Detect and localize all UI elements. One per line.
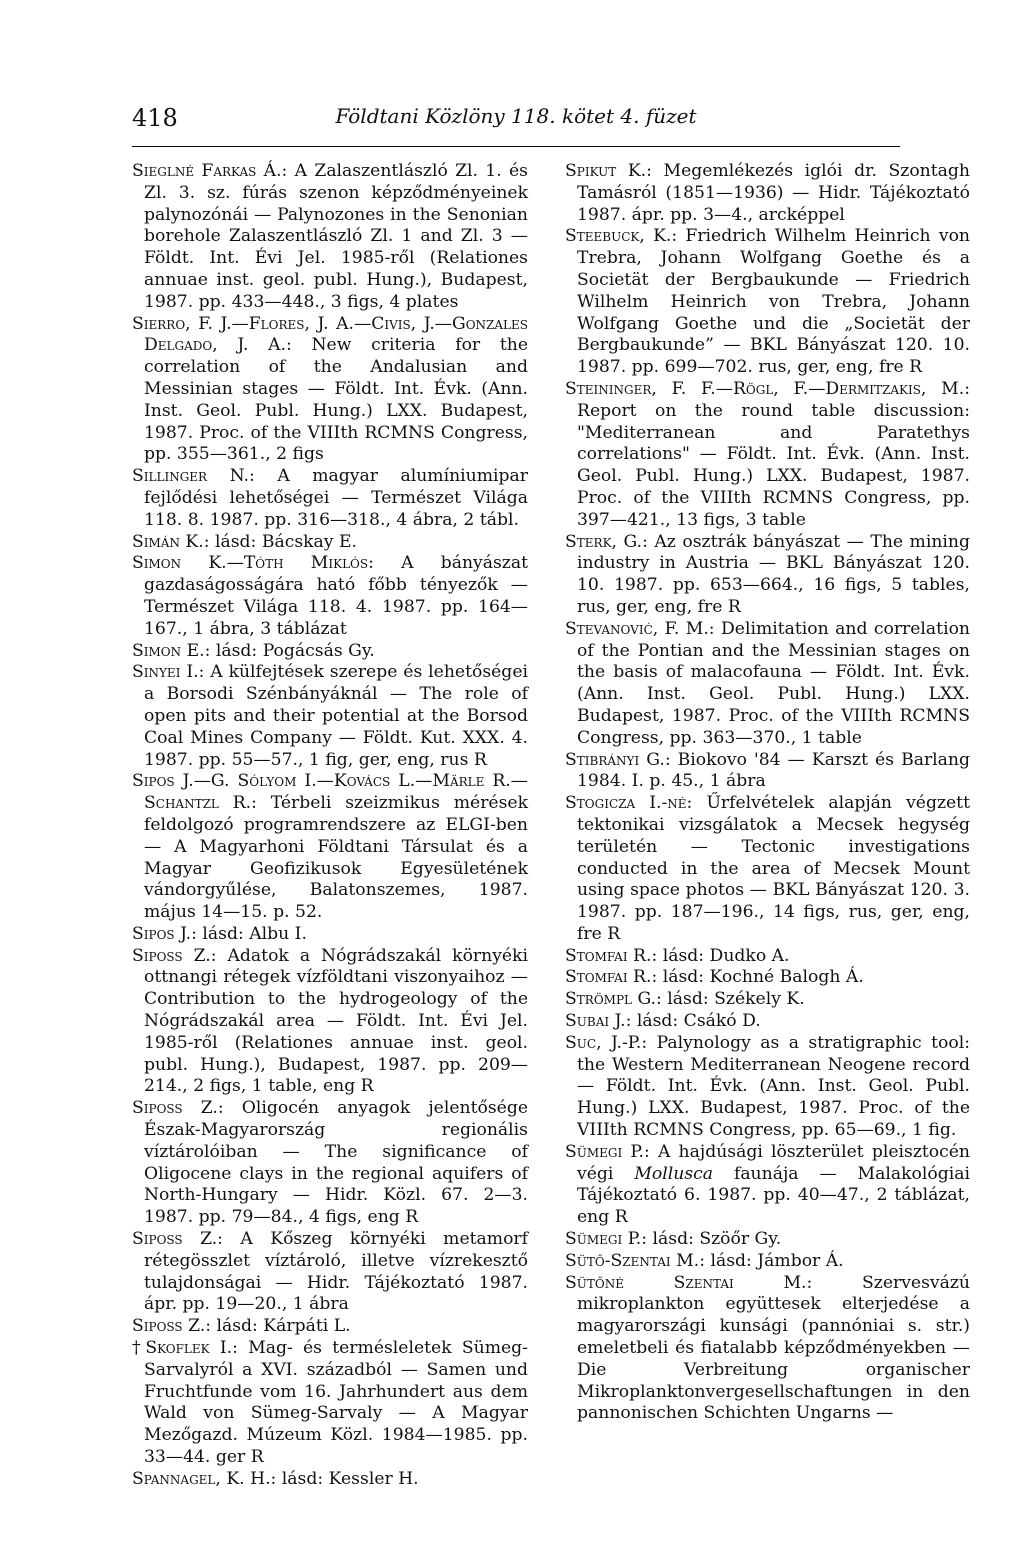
entry-text: Űrfelvételek alapján végzett tektonikai vizsgálatok a Mecsek hegység területén — Tectonic investigations conducted in the area of Mecsek Mount using space photos — BKL Bányászat 120. 3. 1987. pp. 187—196., 14 figs, rus, ger, eng, fre R xyxy=(577,793,970,944)
entry-text: lásd: Bácskay E. xyxy=(209,531,357,552)
bibliography-entry xyxy=(565,1273,970,1426)
bibliography-entry xyxy=(132,161,528,314)
entry-author: Siposs Z.: xyxy=(132,1316,212,1337)
entry-author: Siposs Z.: xyxy=(132,1098,224,1119)
entry-text: Mag- és termésleletek Sümeg-Sarvalyról a XVI. századból — Samen und Fruchtfunde vom 16. Jahrhundert aus dem Wald von Sümeg-Sarvaly — A Magyar Mezőgazd. Múzeum Közl. 1984—1985. pp. 33—44. ger R xyxy=(144,1338,528,1468)
bibliography-entry xyxy=(565,226,970,379)
entry-author: Siposs Z.: xyxy=(132,1229,223,1250)
entry-text: lásd: Kochné Balogh Á. xyxy=(657,967,864,988)
entry-author: Stomfai R.: xyxy=(565,945,658,966)
entry-text: lásd: Albu I. xyxy=(196,923,307,944)
bibliography-entry xyxy=(132,946,528,1099)
bibliography-entry xyxy=(565,989,970,1011)
entry-text: faunája — Malakológiai Tájékoztató 6. 1987. pp. 40—47., 2 táblázat, eng R xyxy=(577,1163,970,1228)
entry-text: Oligocén anyagok jelentősége Észak-Magyarország regionális víztárolóiban — The significance of Oligocene clays in the regional aquifers of North-Hungary — Hidr. Közl. 67. 2—3. 1987. pp. 79—84., 4 figs, eng R xyxy=(144,1098,529,1228)
entry-taxon: Mollusca xyxy=(634,1163,714,1184)
entry-author: Stomfai R.: xyxy=(565,967,658,988)
entry-author: Spikut K.: xyxy=(565,161,652,181)
entry-text: lásd: Dudko A. xyxy=(657,945,790,966)
bibliography-entry xyxy=(565,1142,970,1229)
entry-author: Sütőné Szentai M.: xyxy=(565,1272,813,1293)
entry-author: Sümegi P.: xyxy=(565,1229,648,1250)
bibliography-entry xyxy=(565,379,970,532)
entry-author: Sipos J.: xyxy=(132,923,197,944)
entry-text: lásd: Jámbor Á. xyxy=(704,1250,844,1271)
entry-author: Steininger, F. F.—Rögl, F.—Dermitzakis, M.: xyxy=(565,378,970,399)
entry-text: A bányászat gazdaságosságára ható főbb tényezők — Természet Világa 118. 4. 1987. pp. 164—167., 1 ábra, 3 táblázat xyxy=(144,553,528,639)
entry-text: Az osztrák bányászat — The mining industry in Austria — BKL Bányászat 120. 10. 1987. pp. 653—664., 16 figs, 5 tables, rus, ger, eng, fre R xyxy=(577,531,970,617)
bibliography-entry xyxy=(132,532,528,554)
entry-text: A hajdúsági löszterület pleisztocén végi xyxy=(577,1141,971,1184)
bibliography-entry xyxy=(132,771,528,924)
bibliography-entry xyxy=(565,946,970,968)
bibliography-entry xyxy=(132,1338,528,1469)
right-column xyxy=(565,161,970,1425)
entry-text: A magyar alumíniumipar fejlődési lehetőségei — Természet Világa 118. 8. 1987. pp. 316—318., 4 ábra, 2 tábl. xyxy=(144,466,529,530)
bibliography-entry xyxy=(565,1251,970,1273)
entry-text: A Zalaszentlászló Zl. 1. és Zl. 3. sz. fúrás szenon képződményeinek palynozónái — Palynozones in the Senonian borehole Zalaszentlászló Zl. 1 and Zl. 3 — Földt. Int. Évi Jel. 1985-ről (Relationes annuae inst. geol. publ. Hung.), Budapest, 1987. pp. 433—448., 3 figs, 4 plates xyxy=(144,161,528,312)
entry-author: Sieglné Farkas Á.: xyxy=(132,161,288,181)
entry-author: Siposs Z.: xyxy=(132,945,217,966)
bibliography-entry xyxy=(132,641,528,663)
entry-text: lásd: Kárpáti L. xyxy=(211,1316,351,1337)
bibliography-entry xyxy=(132,1098,528,1229)
entry-text: Szervesvázú mikroplankton együttesek elterjedése a magyarországi kunsági (pannóniai s. str.) emeletbeli és fiatalabb képződményekben — Die Verbreitung organischer Mikroplanktonvergesellschaftungen in den pannonischen Schichten Ungarns — xyxy=(577,1272,970,1424)
entry-text: lásd: Kessler H. xyxy=(276,1468,419,1489)
entry-text: Megemlékezés iglói dr. Szontagh Tamásról (1851—1936) — Hidr. Tájékoztató 1987. ápr. pp. 3—4., arcképpel xyxy=(577,161,970,225)
entry-author: Sipos J.—G. Sólyom I.—Kovács L.—Märle R.—Schantzl R.: xyxy=(132,771,528,814)
entry-author: Sinyei I.: xyxy=(132,662,205,683)
entry-text: lásd: Csákó D. xyxy=(631,1011,761,1032)
entry-text: lásd: Székely K. xyxy=(661,989,805,1010)
entry-author: Stevanović, F. M.: xyxy=(565,618,715,639)
bibliography-entry xyxy=(565,1229,970,1251)
page-number: 418 xyxy=(132,104,178,132)
entry-author: Sterk, G.: xyxy=(565,531,648,552)
page-header xyxy=(132,104,900,147)
bibliography-entry xyxy=(132,1469,528,1491)
bibliography-entry xyxy=(565,750,970,794)
entry-text: Report on the round table discussion: "Mediterranean and Paratethys correlations" — Földt. Int. Évk. (Ann. Inst. Geol. Publ. Hung.) LXX. Budapest, 1987. Proc. of the VIIIth RCMNS Congress, pp. 397—421., 13 figs, 3 table xyxy=(577,400,970,530)
entry-author: Spannagel, K. H.: xyxy=(132,1468,277,1489)
bibliography-entry xyxy=(132,314,528,467)
entry-text: A Kőszeg környéki metamorf rétegösszlet víztároló, illetve vízrekesztő tulajdonságai — Hidr. Tájékoztató 1987. ápr. pp. 19—20., 1 ábra xyxy=(144,1229,529,1315)
entry-author: Sierro, F. J.—Flores, J. A.—Civis, J.—Gonzales Delgado, J. A.: xyxy=(132,313,528,356)
entry-author: Stibrányi G.: xyxy=(565,749,671,770)
entry-text: Delimitation and correlation of the Pontian and the Messinian stages on the basis of malacofauna — Földt. Int. Évk. (Ann. Inst. Geol. Publ. Hung.) LXX. Budapest, 1987. Proc. of the VIIIth RCMNS Congress, pp. 363—370., 1 table xyxy=(577,618,970,748)
bibliography-entry xyxy=(565,1033,970,1142)
bibliography-entry xyxy=(565,619,970,750)
entry-author: Strömpl G.: xyxy=(565,989,662,1010)
entry-author: Simon K.—Tóth Miklós: xyxy=(132,553,374,574)
left-column xyxy=(132,161,528,1491)
entry-author: †Skoflek I.: xyxy=(132,1338,238,1359)
entry-author: Steebuck, K.: xyxy=(565,226,678,247)
bibliography-entry xyxy=(132,1316,528,1338)
bibliography-entry xyxy=(565,532,970,619)
entry-author: Sillinger N.: xyxy=(132,466,255,487)
entry-author: Suc, J.-P.: xyxy=(565,1032,648,1053)
bibliography-entry xyxy=(565,161,970,226)
bibliography-entry xyxy=(132,924,528,946)
entry-text: Palynology as a stratigraphic tool: the Western Mediterranean Neogene record — Földt. Int. Évk. (Ann. Inst. Geol. Publ. Hung.) LXX. Budapest, 1987. Proc. of the VIIIth RCMNS Congress, pp. 65—69., 1 fig. xyxy=(577,1032,971,1141)
entry-text: lásd: Szöőr Gy. xyxy=(647,1229,782,1250)
bibliography-entry xyxy=(132,466,528,531)
entry-text: lásd: Pogácsás Gy. xyxy=(210,640,375,661)
bibliography-entry xyxy=(132,553,528,640)
entry-author: Simán K.: xyxy=(132,531,210,552)
entry-text: Térbeli szeizmikus mérések feldolgozó programrendszere az ELGI-ben — A Magyarhoni Földtani Társulat és a Magyar Geofizikusok Egyesületének vándorgyűlése, Balatonszemes, 1987. május 14—15. p. 52. xyxy=(144,793,528,923)
entry-text: Friedrich Wilhelm Heinrich von Trebra, Johann Wolfgang Goethe és a Societät der Bergbaukunde — Friedrich Wilhelm Heinrich von Trebra, Johann Wolfgang Goethe und die „Societät der Bergbaukunde” — BKL Bányászat 120. 10. 1987. pp. 699—702. rus, ger, eng, fre R xyxy=(577,226,970,378)
bibliography-entry xyxy=(132,1229,528,1316)
entry-text: Adatok a Nógrádszakál környéki ottnangi rétegek vízföldtani viszonyaihoz — Contribution to the hydrogeology of the Nógrádszakál area — Földt. Int. Évi Jel. 1985-ről (Relationes annuae inst. geol. publ. Hung.), Budapest, 1987. pp. 209—214., 2 figs, 1 table, eng R xyxy=(144,945,528,1097)
entry-author: Sümegi P.: xyxy=(565,1141,650,1162)
entry-author: Sütő-Szentai M.: xyxy=(565,1250,705,1271)
bibliography-entry xyxy=(565,967,970,989)
bibliography-entry xyxy=(132,662,528,771)
running-title: Földtani Közlöny 118. kötet 4. füzet xyxy=(335,104,697,128)
entry-text: Biokovo '84 — Karszt és Barlang 1984. I. p. 45., 1 ábra xyxy=(577,749,970,792)
bibliography-entry xyxy=(565,793,970,946)
bibliography-entry xyxy=(565,1011,970,1033)
entry-author: Subai J.: xyxy=(565,1011,632,1032)
entry-text: New criteria for the correlation of the Andalusian and Messinian stages — Földt. Int. Évk. (Ann. Inst. Geol. Publ. Hung.) LXX. Budapest, 1987. Proc. of the VIIIth RCMNS Congress, pp. 355—361., 2 figs xyxy=(144,335,529,465)
entry-text: A külfejtések szerepe és lehetőségei a Borsodi Szénbányáknál — The role of open pits and their potential at the Borsod Coal Mines Company — Földt. Kut. XXX. 4. 1987. pp. 55—57., 1 fig, ger, eng, rus R xyxy=(144,662,528,770)
entry-author: Simon E.: xyxy=(132,640,211,661)
entry-author: Stogicza I.-né: xyxy=(565,793,693,814)
